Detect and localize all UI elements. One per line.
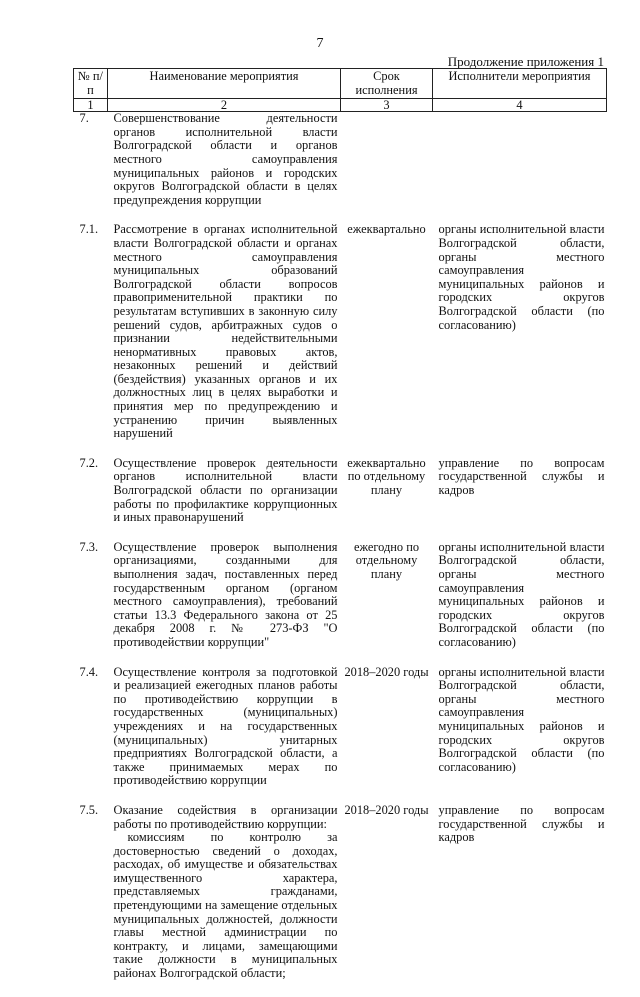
row-executors: органы исполнительной власти Волгоградской области, органы местного самоуправления муниципальных районов и городских округов Волгоградской области (по согласованию) [438, 222, 605, 332]
header-num: № п/п [74, 69, 108, 99]
row-number: 7.2. [79, 455, 99, 470]
column-number-row [74, 99, 607, 112]
row-executors [433, 112, 607, 224]
row-number: 7.5. [79, 802, 99, 817]
header-term: Срок исполнения [341, 69, 433, 99]
row-name-subitem: комиссиям по контролю за достоверностью сведений о доходах, расходах, об имуществе и обязательствах имущественного характера, представляемых гражданами, претендующими на замещение отдельных муниципальных должностей, должности главы местной администрации по контракту, и лицами, замещающими такие должности в муниципальных районах Волгоградской области; [113, 830, 338, 981]
row-name: Осуществление контроля за подготовкой и реализацией ежегодных планов работы по противодействию коррупции в государственных (муниципальных) учреждениях и на государственных (муниципальных) унитарных предприятиях Волгоградской области, а также принимаемых мерах по противодействию коррупции [113, 664, 338, 788]
row-name: Рассмотрение в органах исполнительной власти Волгоградской области и органах местного самоуправления муниципальных образований Волгоградской области вопросов правоприменительной практики по результатам вступивших в законную силу решений судов, арбитражных судов о признании недействительными ненормативных правовых актов, незаконных решений и действий (бездействия) указанных органов и их должностных лиц в целях выработки и принятия мер по предупреждению и устранению причин выявленных нарушений [113, 222, 338, 441]
table-row [74, 804, 607, 997]
row-name: Оказание содействия в организации работы по противодействию коррупции: [113, 802, 338, 831]
row-executors: органы исполнительной власти Волгоградской области, органы местного самоуправления муниципальных районов и городских округов Волгоградской области (по согласованию) [438, 664, 605, 774]
row-term: 2018–2020 годы [344, 664, 429, 679]
row-executors: органы исполнительной власти Волгоградской области, органы местного самоуправления муниципальных районов и городских округов Волгоградской области (по согласованию) [438, 539, 605, 649]
row-term [341, 112, 433, 224]
measures-table [73, 68, 607, 997]
row-number: 7.4. [79, 664, 99, 679]
row-name-cell [108, 804, 341, 997]
row-term: ежеквартально по отдельному плану [347, 455, 426, 498]
row-number: 7.3. [79, 539, 99, 554]
header-name: Наименование мероприятия [108, 69, 341, 99]
header-exec: Исполнители мероприятия [433, 69, 607, 99]
row-name: Осуществление проверок деятельности органов исполнительной власти Волгоградской области по организации работы по профилактике коррупционных и иных правонарушений [113, 455, 338, 525]
row-name: Осуществление проверок выполнения организациями, созданными для выполнения задач, поставленных перед государственным органом (органом местного самоуправления), требований статьи 13.3 Федерального закона от 25 декабря 2008 г. № 273-ФЗ "О противодействии коррупции" [113, 539, 338, 649]
row-term: 2018–2020 годы [344, 802, 429, 817]
row-term: ежегодно по отдельному плану [353, 539, 420, 581]
continuation-label: Продолжение приложения 1 [447, 54, 604, 69]
column-number: 4 [433, 99, 607, 112]
page-number: 7 [316, 36, 324, 51]
row-term: ежеквартально [347, 222, 426, 237]
column-number: 1 [74, 99, 108, 112]
table-header-row [74, 69, 607, 99]
table-row [74, 112, 607, 224]
row-name: Совершенствование деятельности органов исполнительной власти Волгоградской области и органов местного самоуправления муниципальных районов и городских округов Волгоградской области в целях предупреждения коррупции [113, 111, 338, 207]
table-row [74, 223, 607, 457]
table-row [74, 666, 607, 804]
row-executors: управление по вопросам государственной службы и кадров [438, 455, 605, 498]
column-number: 3 [341, 99, 433, 112]
row-executors: управление по вопросам государственной службы и кадров [438, 802, 605, 845]
row-number: 7. [79, 111, 89, 126]
table-row [74, 457, 607, 541]
column-number: 2 [108, 99, 341, 112]
row-number: 7.1. [79, 222, 99, 237]
table-row [74, 541, 607, 666]
